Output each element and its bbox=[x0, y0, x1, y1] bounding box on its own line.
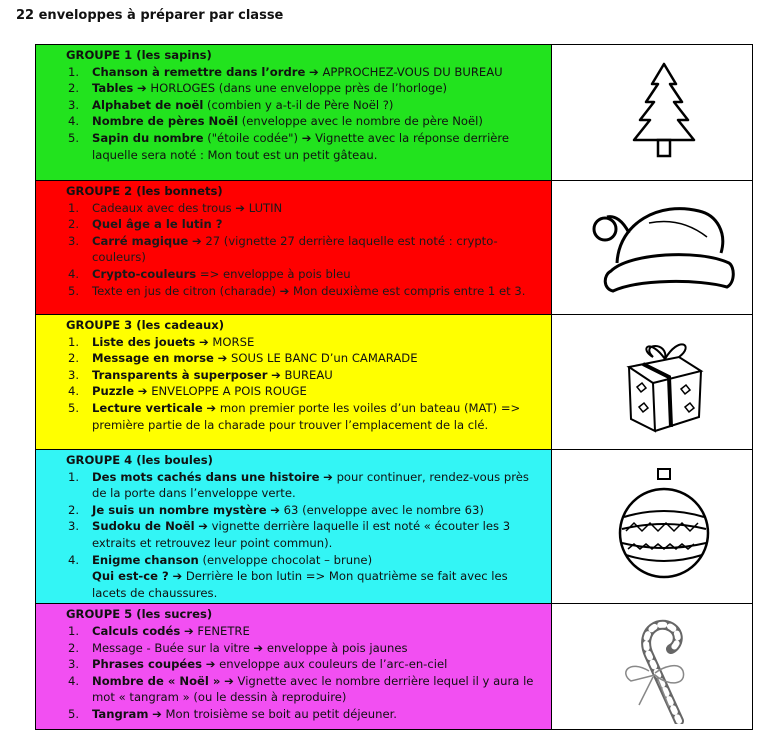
list-item bbox=[66, 400, 545, 433]
arrow-icon: ➔ bbox=[152, 706, 162, 721]
item-text: Mon troisième se boit au petit déjeuner. bbox=[165, 706, 397, 721]
list-item bbox=[66, 80, 545, 97]
item-body bbox=[92, 233, 545, 266]
arrow-icon: ➔ bbox=[136, 81, 147, 96]
group-text-cell bbox=[36, 45, 552, 181]
item-keyword: Liste des jouets bbox=[92, 334, 196, 349]
list-item bbox=[66, 233, 545, 266]
item-text: Cadeaux avec des trous ➔ LUTIN bbox=[92, 200, 283, 215]
item-text: pour continuer, rendez-vous près de la porte dans l’enveloppe verte. bbox=[92, 469, 529, 501]
page-title: 22 enveloppes à préparer par classe bbox=[16, 8, 284, 23]
item-body bbox=[92, 216, 545, 233]
list-item bbox=[66, 469, 545, 502]
santa-hat-icon bbox=[582, 193, 746, 303]
item-number: 1. bbox=[68, 469, 80, 484]
item-keyword: Transparents à superposer bbox=[92, 367, 268, 382]
item-text: MORSE bbox=[212, 334, 255, 349]
item-keyword: Sapin du nombre bbox=[92, 130, 204, 145]
item-keyword: Nombre de pères Noël bbox=[92, 114, 239, 129]
candy-cane-icon bbox=[582, 609, 746, 724]
list-item bbox=[66, 350, 545, 367]
list-item bbox=[66, 552, 545, 602]
item-text: APPROCHEZ-VOUS DU BUREAU bbox=[322, 64, 503, 79]
arrow-icon: ➔ bbox=[323, 469, 333, 484]
item-text: ENVELOPPE A POIS ROUGE bbox=[151, 384, 307, 399]
arrow-icon: ➔ bbox=[224, 673, 234, 688]
item-number: 5. bbox=[68, 130, 80, 145]
item-number: 3. bbox=[68, 519, 80, 534]
item-body bbox=[92, 283, 545, 300]
item-text: (combien y a-t-il de Père Noël ?) bbox=[207, 97, 394, 112]
item-body bbox=[92, 350, 545, 367]
item-body bbox=[92, 383, 545, 400]
list-item bbox=[66, 113, 545, 130]
list-item bbox=[66, 64, 545, 81]
groups-table bbox=[35, 44, 753, 730]
item-body bbox=[92, 266, 545, 283]
item-keyword: Sudoku de Noël bbox=[92, 519, 195, 534]
item-number: 4. bbox=[68, 266, 80, 281]
item-keyword: Carré magique bbox=[92, 233, 189, 248]
group-row bbox=[36, 315, 753, 450]
item-number: 1. bbox=[68, 200, 80, 215]
list-item bbox=[66, 518, 545, 551]
item-text: (enveloppe chocolat – brune) bbox=[202, 552, 373, 567]
item-number: 3. bbox=[68, 367, 80, 382]
item-text: Message - Buée sur la vitre ➔ enveloppe à pois jaunes bbox=[92, 640, 408, 655]
group-text-cell bbox=[36, 604, 552, 730]
item-body bbox=[92, 367, 545, 384]
group-picture-cell bbox=[552, 450, 753, 604]
group-text-cell bbox=[36, 450, 552, 604]
item-body bbox=[92, 113, 545, 130]
item-keyword: Puzzle bbox=[92, 384, 135, 399]
list-item bbox=[66, 623, 545, 640]
list-item bbox=[66, 640, 545, 657]
item-text: ➔ Derrière le bon lutin => Mon quatrième se fait avec les lacets de chaussures. bbox=[92, 569, 508, 600]
group-title: GROUPE 3 (les cadeaux) bbox=[66, 318, 225, 332]
list-item bbox=[66, 656, 545, 673]
arrow-icon: ➔ bbox=[309, 64, 319, 79]
arrow-icon: ➔ bbox=[217, 351, 228, 366]
item-body bbox=[92, 656, 545, 673]
list-item bbox=[66, 283, 545, 300]
group-title: GROUPE 1 (les sapins) bbox=[66, 48, 212, 62]
item-keyword: Nombre de « Noël » bbox=[92, 673, 221, 688]
item-text: ("étoile codée") ➔ Vignette avec la réponse derrière laquelle sera noté : Mon tout est un petit gâteau. bbox=[92, 130, 510, 162]
group-text-cell bbox=[36, 315, 552, 450]
item-keyword: Enigme chanson bbox=[92, 552, 199, 567]
item-number: 3. bbox=[68, 97, 80, 112]
item-body bbox=[92, 200, 545, 217]
list-item bbox=[66, 97, 545, 114]
item-body bbox=[92, 334, 545, 351]
item-body bbox=[92, 400, 545, 433]
item-text: SOUS LE BANC D’un CAMARADE bbox=[231, 351, 418, 366]
group-item-list bbox=[66, 200, 545, 300]
item-keyword: Chanson à remettre dans l’ordre bbox=[92, 64, 306, 79]
item-text: => enveloppe à pois bleu bbox=[199, 266, 351, 281]
item-text: Texte en jus de citron (charade) ➔ Mon deuxième est compris entre 1 et 3. bbox=[92, 283, 526, 298]
arrow-icon: ➔ bbox=[206, 400, 217, 415]
group-row bbox=[36, 181, 753, 315]
item-number: 1. bbox=[68, 64, 80, 79]
group-item-list bbox=[66, 64, 545, 164]
item-number: 1. bbox=[68, 334, 80, 349]
item-number: 3. bbox=[68, 657, 80, 672]
item-number: 2. bbox=[68, 640, 80, 655]
item-body bbox=[92, 80, 545, 97]
gift-box-icon bbox=[582, 327, 746, 437]
group-item-list bbox=[66, 469, 545, 602]
arrow-icon: ➔ bbox=[205, 657, 216, 672]
item-body bbox=[92, 640, 545, 657]
list-item bbox=[66, 266, 545, 283]
arrow-icon: ➔ bbox=[198, 519, 208, 534]
group-title: GROUPE 4 (les boules) bbox=[66, 453, 213, 467]
christmas-tree-icon bbox=[582, 58, 746, 168]
arrow-icon: ➔ bbox=[199, 334, 209, 349]
group-title: GROUPE 2 (les bonnets) bbox=[66, 184, 223, 198]
group-picture-cell bbox=[552, 604, 753, 730]
item-keyword: Crypto-couleurs bbox=[92, 266, 197, 281]
list-item bbox=[66, 706, 545, 723]
group-row bbox=[36, 450, 753, 604]
group-picture-cell bbox=[552, 181, 753, 315]
group-text-cell bbox=[36, 181, 552, 315]
list-item bbox=[66, 216, 545, 233]
group-item-list bbox=[66, 623, 545, 723]
christmas-ornament-icon bbox=[582, 465, 746, 589]
item-text: (enveloppe avec le nombre de père Noël) bbox=[241, 114, 483, 129]
item-number: 5. bbox=[68, 400, 80, 415]
item-body bbox=[92, 130, 545, 163]
item-text: FENETRE bbox=[197, 623, 250, 638]
list-item bbox=[66, 502, 545, 519]
arrow-icon: ➔ bbox=[183, 623, 194, 638]
item-keyword: Calculs codés bbox=[92, 623, 181, 638]
item-number: 2. bbox=[68, 502, 80, 517]
group-title: GROUPE 5 (les sucres) bbox=[66, 607, 213, 622]
item-body bbox=[92, 552, 545, 602]
item-number: 2. bbox=[68, 217, 80, 232]
item-body bbox=[92, 673, 545, 706]
list-item bbox=[66, 383, 545, 400]
item-number: 1. bbox=[68, 623, 80, 638]
item-number: 4. bbox=[68, 114, 80, 129]
item-keyword: Message en morse bbox=[92, 351, 214, 366]
list-item bbox=[66, 200, 545, 217]
item-keyword: Lecture verticale bbox=[92, 400, 203, 415]
item-body bbox=[92, 502, 545, 519]
item-keyword: Phrases coupées bbox=[92, 657, 203, 672]
item-keyword: Qui est-ce ? bbox=[92, 569, 169, 584]
item-number: 4. bbox=[68, 673, 80, 688]
group-item-list bbox=[66, 334, 545, 434]
item-body bbox=[92, 64, 545, 81]
item-number: 4. bbox=[68, 384, 80, 399]
group-picture-cell bbox=[552, 45, 753, 181]
item-text: 63 (enveloppe avec le nombre 63) bbox=[283, 502, 484, 517]
group-row bbox=[36, 604, 753, 730]
item-body bbox=[92, 706, 545, 723]
item-number: 5. bbox=[68, 283, 80, 298]
item-keyword: Alphabet de noël bbox=[92, 97, 204, 112]
arrow-icon: ➔ bbox=[137, 384, 148, 399]
item-text: BUREAU bbox=[284, 367, 333, 382]
item-body bbox=[92, 623, 545, 640]
item-text: HORLOGES (dans une enveloppe près de l’horloge) bbox=[150, 81, 448, 96]
item-keyword: Tangram bbox=[92, 706, 149, 721]
item-text: mon premier porte les voiles d’un bateau (MAT) => première partie de la charade pour trouver l’emplacement de la clé. bbox=[92, 400, 521, 432]
item-number: 4. bbox=[68, 552, 80, 567]
arrow-icon: ➔ bbox=[271, 367, 281, 382]
group-picture-cell bbox=[552, 315, 753, 450]
item-text: vignette derrière laquelle il est noté « écouter les 3 extraits et retrouvez leur point commun). bbox=[92, 519, 511, 550]
list-item bbox=[66, 130, 545, 163]
list-item bbox=[66, 334, 545, 351]
item-body bbox=[92, 97, 545, 114]
item-text: 27 (vignette 27 derrière laquelle est noté : crypto-couleurs) bbox=[92, 233, 498, 265]
item-number: 5. bbox=[68, 706, 80, 721]
item-text: enveloppe aux couleurs de l’arc-en-ciel bbox=[219, 657, 448, 672]
group-row bbox=[36, 45, 753, 181]
arrow-icon: ➔ bbox=[270, 502, 280, 517]
item-text: Vignette avec le nombre derrière lequel il y aura le mot « tangram » (ou le dessin à reproduire) bbox=[92, 673, 534, 705]
arrow-icon: ➔ bbox=[191, 233, 202, 248]
item-keyword: Des mots cachés dans une histoire bbox=[92, 469, 320, 484]
item-number: 2. bbox=[68, 351, 80, 366]
item-keyword: Quel âge a le lutin ? bbox=[92, 217, 223, 232]
item-keyword: Je suis un nombre mystère bbox=[92, 502, 267, 517]
list-item bbox=[66, 367, 545, 384]
item-keyword: Tables bbox=[92, 81, 134, 96]
item-number: 3. bbox=[68, 233, 80, 248]
list-item bbox=[66, 673, 545, 706]
item-body bbox=[92, 518, 545, 551]
item-body bbox=[92, 469, 545, 502]
item-number: 2. bbox=[68, 81, 80, 96]
